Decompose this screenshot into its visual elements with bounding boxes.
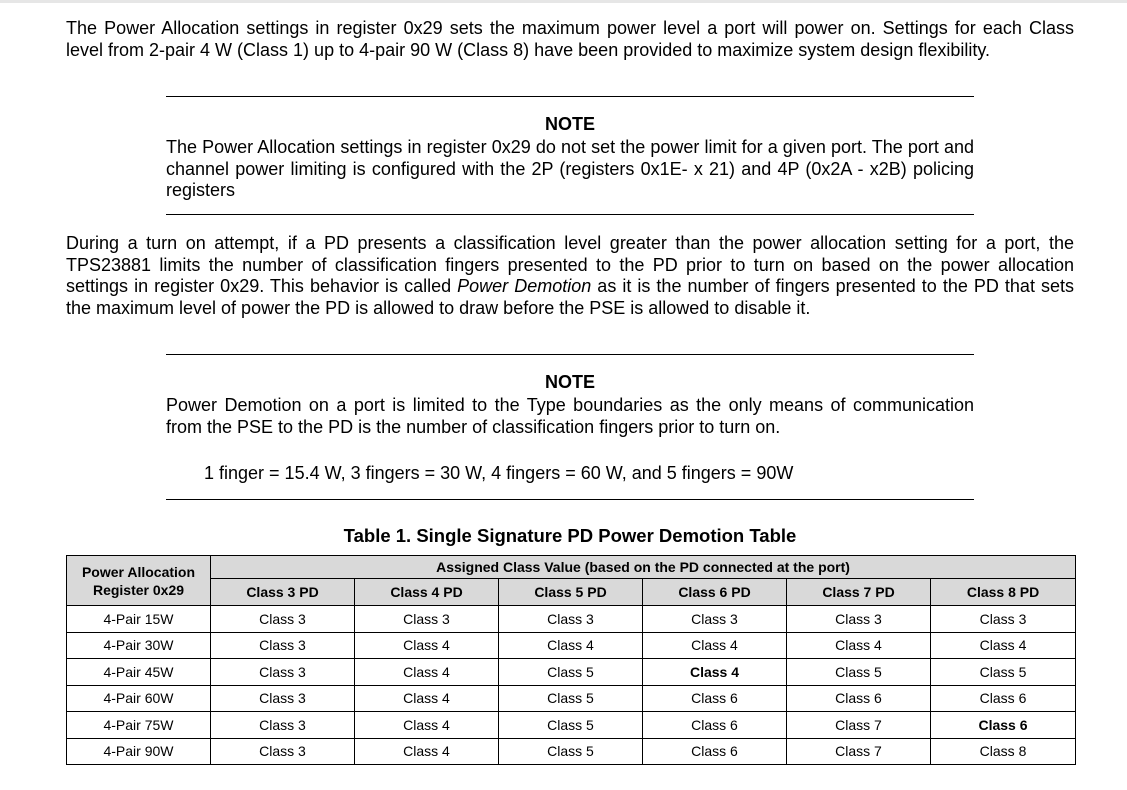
table-row [67, 632, 1076, 659]
row-label: 4-Pair 75W [67, 712, 211, 739]
table-cell: Class 3 [643, 606, 787, 633]
note1-top-rule [166, 96, 974, 97]
table-cell: Class 7 [787, 738, 931, 765]
table-cell: Class 3 [211, 685, 355, 712]
table-row [67, 659, 1076, 686]
table-cell: Class 4 [355, 685, 499, 712]
paragraph2-after: as it is the number of fingers presented to the PD that sets the maximum level of power the PD is allowed to draw before the PSE is allowed to disable it. [66, 276, 1074, 318]
table-cell: Class 5 [499, 712, 643, 739]
note2-top-rule [166, 354, 974, 355]
table-cell: Class 4 [643, 659, 787, 686]
row-label: 4-Pair 15W [67, 606, 211, 633]
table-cell: Class 6 [931, 685, 1076, 712]
table-cell: Class 4 [787, 632, 931, 659]
column-header: Class 6 PD [643, 579, 787, 606]
note1-title: NOTE [544, 114, 595, 134]
note2-title: NOTE [544, 372, 595, 392]
table-cell: Class 4 [355, 632, 499, 659]
table-cell: Class 7 [787, 712, 931, 739]
power-demotion-table [66, 555, 1076, 765]
table-cell: Class 3 [211, 632, 355, 659]
table-row [67, 606, 1076, 633]
corner-header-line2: Register 0x29 [92, 581, 185, 598]
note2-fingers-line: 1 finger = 15.4 W, 3 fingers = 30 W, 4 fingers = 60 W, and 5 fingers = 90W [204, 463, 794, 483]
paragraph2-before: During a turn on attempt, if a PD presents a classification level greater than the power allocation setting for a port, the TPS23881 limits the number of classification fingers presented to the PD prior to turn on based on the power allocation settings in register 0x29. This behavior is called [66, 233, 1074, 296]
table-cell: Class 5 [931, 659, 1076, 686]
note1-body: The Power Allocation settings in register 0x29 do not set the power limit for a given port. The port and channel power limiting is configured with the 2P (registers 0x1E- x 21) and 4P (0x2A - x2B) policing registers [166, 137, 974, 200]
table-cell: Class 3 [499, 606, 643, 633]
corner-header-line1: Power Allocation [81, 563, 196, 580]
row-label: 4-Pair 45W [67, 659, 211, 686]
row-label: 4-Pair 90W [67, 738, 211, 765]
table-cell: Class 4 [355, 738, 499, 765]
table-row [67, 712, 1076, 739]
table-cell: Class 4 [499, 632, 643, 659]
column-header: Class 8 PD [931, 579, 1076, 606]
column-header: Class 7 PD [787, 579, 931, 606]
table-cell: Class 6 [643, 712, 787, 739]
power-demotion-term: Power Demotion [457, 276, 592, 296]
table-cell: Class 6 [787, 685, 931, 712]
row-label: 4-Pair 60W [67, 685, 211, 712]
table-cell: Class 3 [211, 712, 355, 739]
note2-body: Power Demotion on a port is limited to the Type boundaries as the only means of communication from the PSE to the PD is the number of classification fingers prior to turn on. [166, 395, 974, 437]
table-cell: Class 6 [643, 738, 787, 765]
column-header: Class 5 PD [499, 579, 643, 606]
table-row [67, 738, 1076, 765]
table-cell: Class 3 [355, 606, 499, 633]
table-cell: Class 3 [211, 606, 355, 633]
group-header: Assigned Class Value (based on the PD connected at the port) [211, 556, 1076, 579]
table-row [67, 685, 1076, 712]
table-cell: Class 5 [499, 738, 643, 765]
table-cell: Class 4 [643, 632, 787, 659]
column-header: Class 3 PD [211, 579, 355, 606]
note2-bottom-rule [166, 499, 974, 500]
page-top-rule [0, 0, 1127, 3]
table-cell: Class 3 [211, 659, 355, 686]
row-label: 4-Pair 30W [67, 632, 211, 659]
column-header: Class 4 PD [355, 579, 499, 606]
column-header-row [67, 579, 1076, 606]
table-body [67, 606, 1076, 765]
table-cell: Class 5 [499, 685, 643, 712]
table-cell: Class 6 [931, 712, 1076, 739]
table-cell: Class 4 [355, 712, 499, 739]
table-cell: Class 3 [787, 606, 931, 633]
table-cell: Class 5 [787, 659, 931, 686]
table-cell: Class 4 [355, 659, 499, 686]
table-cell: Class 8 [931, 738, 1076, 765]
table-caption: Table 1. Single Signature PD Power Demotion Table [343, 525, 797, 546]
table-cell: Class 4 [931, 632, 1076, 659]
corner-header [67, 556, 211, 606]
table-cell: Class 3 [211, 738, 355, 765]
table-cell: Class 5 [499, 659, 643, 686]
note1-bottom-rule [166, 214, 974, 215]
table-cell: Class 6 [643, 685, 787, 712]
table-cell: Class 3 [931, 606, 1076, 633]
intro-paragraph: The Power Allocation settings in register 0x29 sets the maximum power level a port will power on. Settings for each Class level from 2-pair 4 W (Class 1) up to 4-pair 90 W (Class 8) have been provided to maximize system design flexibility. [66, 18, 1074, 60]
power-demotion-paragraph [66, 233, 1074, 319]
